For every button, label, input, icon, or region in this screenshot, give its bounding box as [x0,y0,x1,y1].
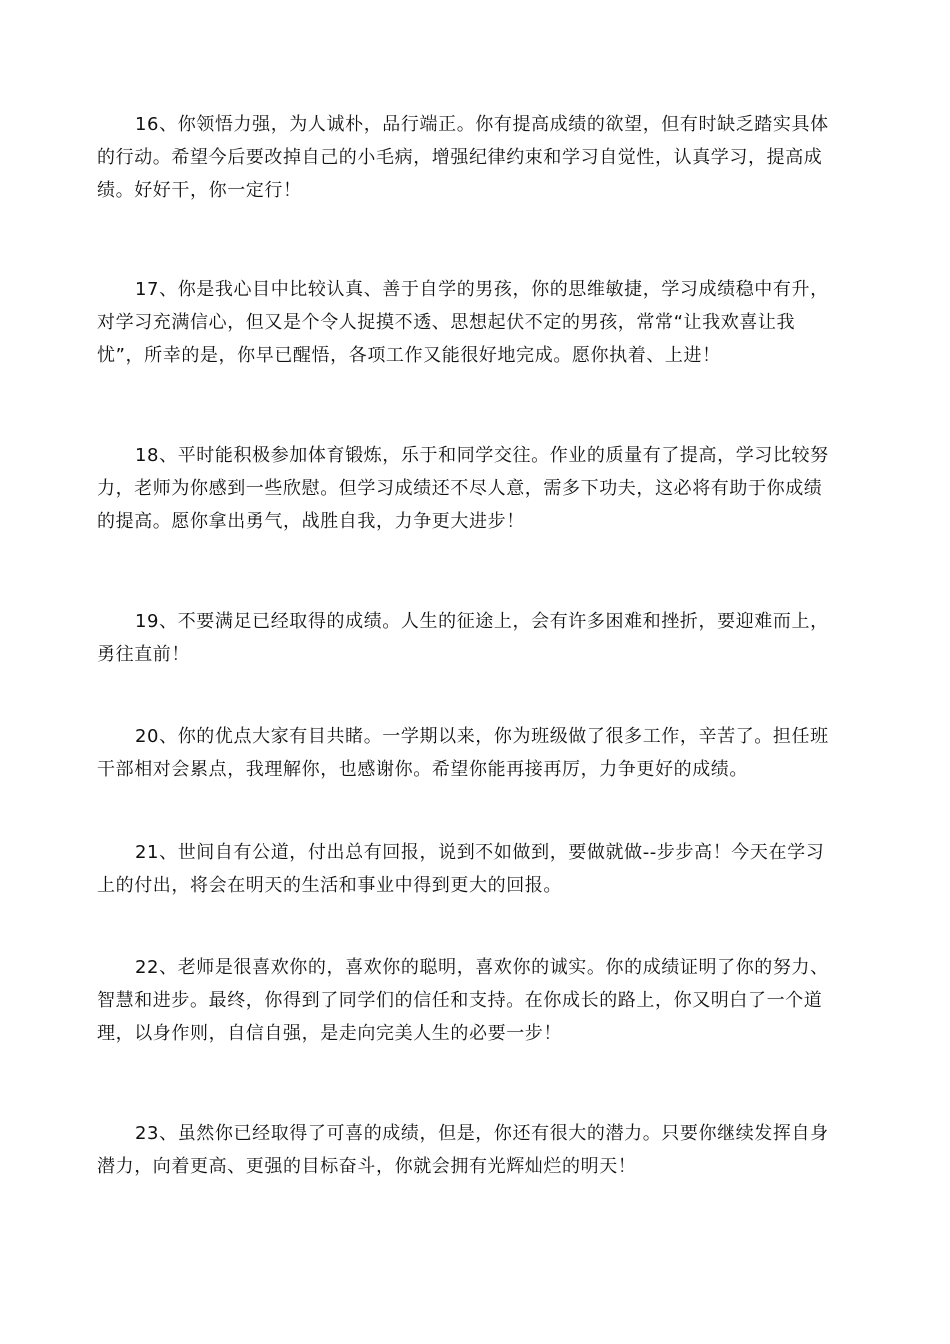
text-line: 20、你的优点大家有目共睹。一学期以来，你为班级做了很多工作，辛苦了。担任班 [135,726,829,747]
paragraph-23 [97,1117,857,1183]
text-line: 18、平时能积极参加体育锻炼，乐于和同学交往。作业的质量有了提高，学习比较努 [135,445,829,466]
text-line: 智慧和进步。最终，你得到了同学们的信任和支持。在你成长的路上，你又明白了一个道 [97,990,823,1011]
text-line: 17、你是我心目中比较认真、善于自学的男孩，你的思维敏捷，学习成绩稳中有升， [135,279,829,300]
paragraph-21 [97,836,857,902]
text-line: 19、不要满足已经取得的成绩。人生的征途上，会有许多困难和挫折，要迎难而上， [135,611,829,632]
paragraph-22 [97,951,857,1050]
text-line: 21、世间自有公道，付出总有回报，说到不如做到，要做就做--步步高！今天在学习 [135,842,825,863]
text-line: 的行动。希望今后要改掉自己的小毛病，增强纪律约束和学习自觉性，认真学习，提高成 [97,147,823,168]
text-line: 绩。好好干，你一定行！ [97,180,302,201]
text-line: 理，以身作则，自信自强，是走向完美人生的必要一步！ [97,1023,562,1044]
text-line: 23、虽然你已经取得了可喜的成绩，但是，你还有很大的潜力。只要你继续发挥自身 [135,1123,829,1144]
paragraph-20 [97,720,857,786]
text-line: 忧”，所幸的是，你早已醒悟，各项工作又能很好地完成。愿你执着、上进！ [97,345,721,366]
paragraph-19 [97,605,857,671]
text-line: 力，老师为你感到一些欣慰。但学习成绩还不尽人意，需多下功夫，这必将有助于你成绩 [97,478,823,499]
text-line: 的提高。愿你拿出勇气，战胜自我，力争更大进步！ [97,511,525,532]
text-line: 22、老师是很喜欢你的，喜欢你的聪明，喜欢你的诚实。你的成绩证明了你的努力、 [135,957,829,978]
text-line: 干部相对会累点，我理解你，也感谢你。希望你能再接再厉，力争更好的成绩。 [97,759,748,780]
paragraph-18 [97,439,857,538]
text-line: 16、你领悟力强，为人诚朴，品行端正。你有提高成绩的欲望，但有时缺乏踏实具体 [135,114,829,135]
paragraph-16 [97,108,857,207]
paragraph-17 [97,273,857,372]
text-line: 对学习充满信心，但又是个令人捉摸不透、思想起伏不定的男孩，常常“让我欢喜让我 [97,312,796,333]
text-line: 潜力，向着更高、更强的目标奋斗，你就会拥有光辉灿烂的明天！ [97,1156,637,1177]
text-line: 勇往直前！ [97,644,190,665]
text-line: 上的付出，将会在明天的生活和事业中得到更大的回报。 [97,875,562,896]
